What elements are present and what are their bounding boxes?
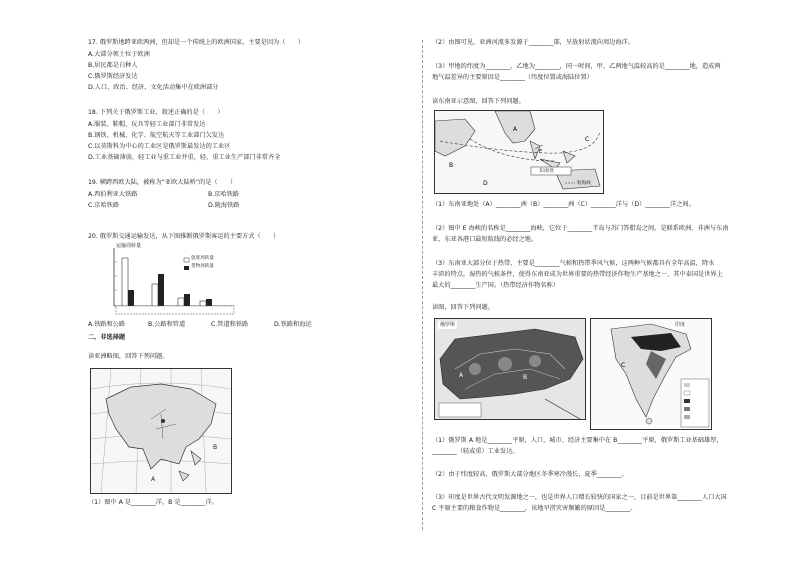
legend-passenger: 旅客周转量: [191, 256, 214, 261]
q20-option-a: A.铁路和公路: [88, 321, 126, 328]
bar-5: [128, 290, 134, 306]
svg-text:B: B: [213, 444, 218, 451]
section-title: 二、非选择题: [88, 334, 126, 341]
left-column: [88, 0, 408, 562]
india-map-svg: [591, 319, 711, 429]
in-q3-line2: C 平原主要的粮食作物是________，该地旱涝灾害频繁的原因是________。: [432, 505, 637, 512]
svg-text:D: D: [483, 180, 488, 187]
india-map: [590, 318, 712, 430]
svg-text:C: C: [585, 136, 590, 143]
q17-stem: 17. 俄罗斯地跨亚欧两洲，但却是一个传统上的欧洲国家，主要是因为（ ）: [88, 39, 304, 46]
bar-3: [178, 298, 184, 306]
se-q3-line3: 最大的________生产国。（热带经济作物名称）: [432, 282, 559, 289]
ru-q2: （2）由于纬度较高，俄罗斯大部分地区冬季寒冷漫长，夏季________。: [432, 471, 628, 478]
se-asia-map-label: 东南亚: [539, 168, 555, 174]
asia-q3-line2: 地气温差异的主要原因是________（纬度位置或海陆位置）: [432, 74, 593, 81]
q19-option-c: C.京哈铁路: [88, 202, 120, 209]
chart-title: 运输周转量: [116, 243, 142, 249]
russia-map-label: 俄罗斯: [440, 322, 456, 328]
asia-map-intro: 读亚洲略图，回答下列问题。: [88, 353, 169, 360]
se-q3-line2: 丰沛的特点。湿热的气候条件，使得东南亚成为世界重要的热带经济作物生产基地之一，其中泰国是世界上: [432, 271, 723, 278]
se-asia-legend-route: 航海线: [577, 181, 591, 186]
legend-freight: 货物周转量: [191, 264, 214, 269]
q17-option-a: A.大部分领土位于欧洲: [88, 51, 150, 58]
asia-q2: （2）由图可见，亚洲河流多发源于________部，呈放射状流向周边海洋。: [432, 39, 634, 46]
asia-map: [90, 368, 232, 494]
bar-6: [158, 274, 164, 306]
q20-option-d: D.铁路和海运: [274, 321, 312, 328]
se-q2-line1: （2）图中 E 海峡的名称是________海峡，它位于________半岛与苏门答腊岛之间，是联系欧洲、非洲与东南: [432, 225, 729, 232]
q20-option-c: C.管道和铁路: [211, 321, 249, 328]
q19-option-d: D.陇海铁路: [208, 202, 240, 209]
q18-stem: 18. 下列关于俄罗斯工业，叙述正确的是（ ）: [88, 109, 224, 116]
se-q1: （1）东南亚地处（A）________洲（B）________洲（C）________洋与（D）________洋之间。: [432, 201, 695, 208]
q19-option-a: A.西伯利亚大铁路: [88, 191, 138, 198]
se-asia-intro: 读东南亚示意图，回答下列问题。: [432, 98, 525, 105]
q19-stem: 19. 横跨西欧大陆，被称为“亚欧大陆桥”的是（ ）: [88, 179, 237, 186]
se-asia-map: [434, 110, 604, 194]
svg-text:B: B: [449, 162, 454, 169]
bar-2: [152, 284, 158, 306]
bar-8: [206, 299, 212, 306]
se-q2-line2: 亚、东亚各港口最短航线的必经之地。: [432, 236, 538, 243]
asia-q3-line1: （3）甲地的纬度为________，乙地为________，同一时间，甲、乙两地气温较高的是________地，造成两: [432, 63, 721, 70]
asia-map-svg: [91, 369, 231, 493]
svg-text:B: B: [523, 374, 528, 381]
right-column: [432, 0, 772, 562]
bar-1: [122, 258, 128, 306]
q18-option-a: A.服装、鞋帽、玩具等轻工业部门非常发达: [88, 121, 206, 128]
svg-text:A: A: [151, 476, 156, 483]
bar-7: [184, 294, 190, 306]
q18-option-d: D.工业基础薄弱，轻工业与重工业并重，轻、重工业生产部门非常齐全: [88, 154, 281, 161]
svg-text:A: A: [513, 126, 518, 133]
q20-option-b: B.公路和管道: [148, 321, 186, 328]
q17-option-b: B.居民都是白种人: [88, 62, 138, 69]
asia-q1: （1）图中 A 是________洋，B 是________洋。: [88, 499, 218, 506]
russia-map: [434, 318, 586, 420]
q20-stem: 20. 俄罗斯交通运输发达，从下图推断俄罗斯客运的主要方式（ ）: [88, 233, 280, 240]
ru-in-intro: 读图，回答下列问题。: [432, 304, 494, 311]
ru-q1-line1: （1）俄罗斯 A 地是________平原，人口、城市、经济主要集中在 B________平原，俄罗斯工业基础雄厚，: [432, 437, 723, 444]
ru-q1-line2: ________（轻或重）工业发达。: [432, 448, 519, 455]
transport-chart-svg: [94, 244, 244, 318]
svg-text:A: A: [459, 372, 464, 379]
in-q3-line1: （3）印度是世界古代文明发源地之一，也是世界人口增长较快的国家之一，目前是世界第________人口大国: [432, 494, 727, 501]
se-q3-line1: （3）东南亚大部分位于热带，主要是________气候和热带季风气候，这两种气候都具有全年高温，降水: [432, 260, 715, 267]
transport-chart: [94, 244, 244, 318]
column-divider: [422, 40, 423, 530]
q19-option-b: B.京哈铁路: [208, 191, 239, 198]
q17-option-d: D.人口、政治、经济、文化活动集中在欧洲部分: [88, 84, 219, 91]
india-map-label: 印度: [675, 322, 686, 328]
q17-option-c: C.俄罗斯经济发达: [88, 73, 138, 80]
svg-text:E: E: [539, 149, 543, 155]
russia-map-svg: [435, 319, 585, 419]
svg-text:C: C: [621, 362, 626, 369]
q18-option-b: B.钢铁、机械、化学、航空航天等工业部门欠发达: [88, 132, 225, 139]
bar-4: [200, 301, 206, 306]
q18-option-c: C.以莫斯科为中心的工业区是俄罗斯最发达的工业区: [88, 143, 231, 150]
